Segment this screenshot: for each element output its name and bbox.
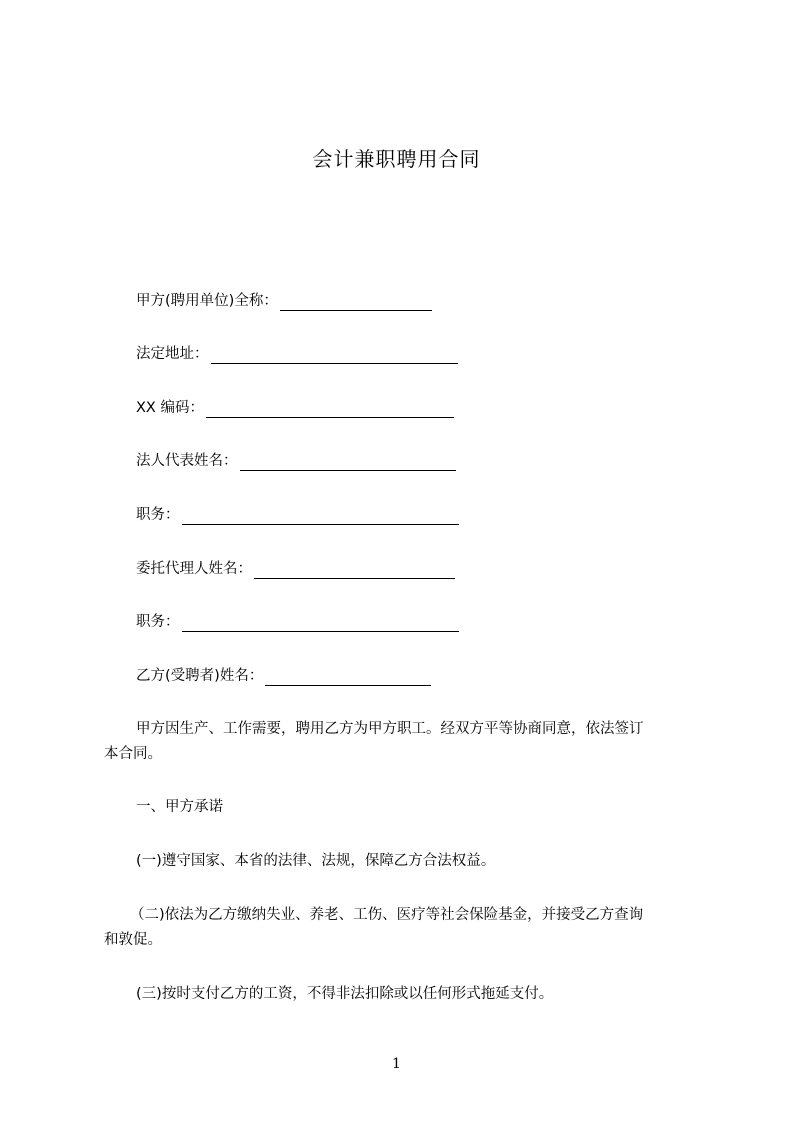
legal-representative-field — [136, 451, 456, 471]
position-field-1 — [136, 505, 459, 525]
document-title: 会计兼职聘用合同 — [312, 147, 481, 171]
party-a-name-field — [136, 291, 432, 311]
postal-code-field — [136, 398, 454, 418]
page-number: 1 — [392, 1056, 401, 1072]
legal-address-field — [136, 344, 458, 364]
fill-in-line[interactable] — [182, 509, 459, 525]
field-label: 法定地址： — [136, 346, 209, 362]
field-label: 法人代表姓名： — [136, 453, 238, 469]
clause-item-1: (一)遵守国家、本省的法律、法规，保障乙方合法权益。 — [136, 853, 496, 869]
field-label: 委托代理人姓名： — [136, 561, 252, 577]
fill-in-line[interactable] — [280, 295, 432, 311]
field-label: 职务： — [136, 614, 180, 630]
clause-item-2-line-1: （二)依法为乙方缴纳失业、养老、工伤、医疗等社会保险基金，并接受乙方查询 — [130, 907, 644, 923]
fill-in-line[interactable] — [211, 348, 458, 364]
intro-paragraph-line-1: 甲方因生产、工作需要，聘用乙方为甲方职工。经双方平等协商同意，依法签订 — [136, 721, 644, 737]
agent-name-field — [136, 559, 455, 579]
clause-item-2-line-2: 和敦促。 — [104, 932, 162, 948]
fill-in-line[interactable] — [206, 402, 454, 418]
fill-in-line[interactable] — [182, 616, 459, 632]
section-heading: 一、甲方承诺 — [136, 799, 223, 815]
fill-in-line[interactable] — [254, 563, 455, 579]
position-field-2 — [136, 612, 459, 632]
fill-in-line[interactable] — [265, 670, 431, 686]
intro-paragraph-line-2: 本合同。 — [104, 746, 162, 762]
field-label: 乙方(受聘者)姓名： — [136, 668, 264, 684]
field-label: 职务： — [136, 507, 180, 523]
fill-in-line[interactable] — [240, 455, 456, 471]
field-label: XX 编码： — [136, 400, 204, 416]
field-label: 甲方(聘用单位)全称： — [136, 293, 278, 309]
party-b-name-field — [136, 666, 431, 686]
clause-item-3: (三)按时支付乙方的工资，不得非法扣除或以任何形式拖延支付。 — [136, 986, 554, 1002]
